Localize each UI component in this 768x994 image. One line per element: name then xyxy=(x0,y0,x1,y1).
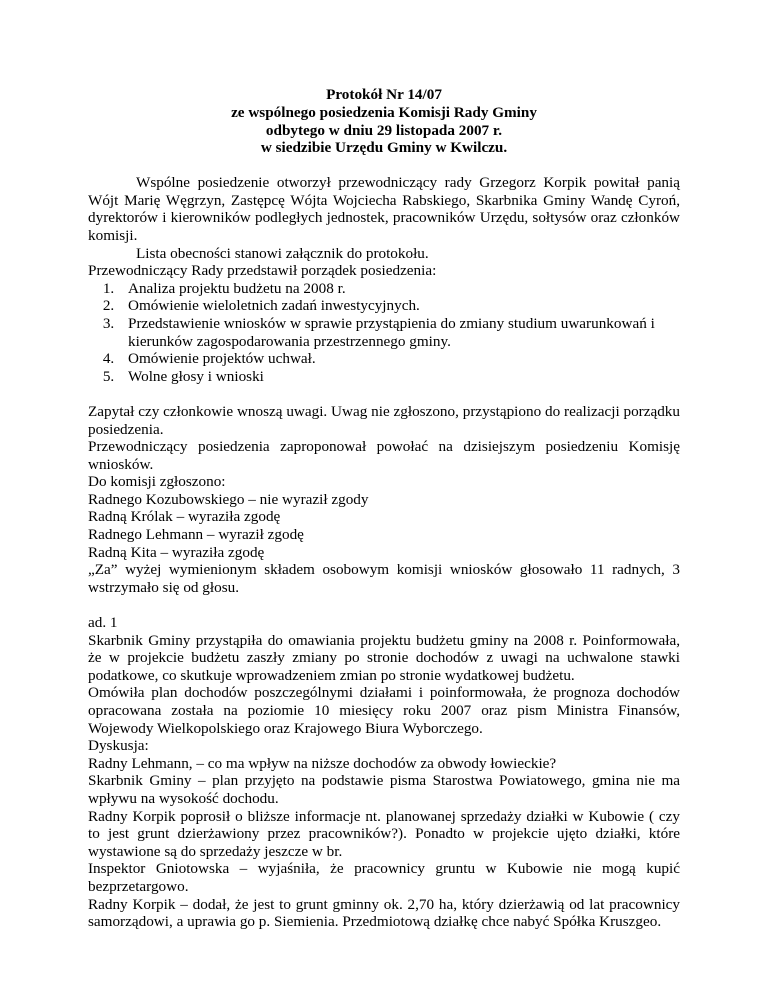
title-line: w siedzibie Urzędu Gminy w Kwilczu. xyxy=(260,139,508,157)
budget-paragraph: Skarbnik Gminy przystąpiła do omawiania projektu budżetu gminy na 2008 r. Poinformowała, że w projekcie budżetu zaszły zmiany po stronie dochodów z uwagi na uchwalone stawki podatkowe, co skutkuje wprowadzeniem zmian po stronie wydatkowej budżetu. xyxy=(88,631,680,684)
attendance-note: Lista obecności stanowi załącznik do protokołu. xyxy=(136,244,429,262)
discussion-label: Dyskusja: xyxy=(88,737,149,755)
agenda-item: 4. Omówienie projektów uchwał. xyxy=(118,350,680,368)
discussion-entry: Radny Korpik poprosił o bliższe informacje nt. planowanej sprzedaży działki w Kubowie ( czy to jest grunt dzierżawiony przez pracowników?). Ponadto w projekcie ujęto działki, które wystawione są do sprzedaży jeszcze w br. xyxy=(88,807,680,860)
document-title xyxy=(88,86,680,157)
spacer xyxy=(88,385,680,403)
nominations-intro: Do komisji zgłoszono: xyxy=(88,473,226,491)
nominee-line: Radną Kita – wyraziła zgodę xyxy=(88,543,265,561)
remarks-paragraph: Zapytał czy członkowie wnoszą uwagi. Uwag nie zgłoszono, przystąpiono do realizacji porządku posiedzenia. xyxy=(88,402,680,438)
agenda-intro: Przewodniczący Rady przedstawił porządek posiedzenia: xyxy=(88,262,437,280)
nominee-line: Radnego Kozubowskiego – nie wyraził zgody xyxy=(88,490,369,508)
budget-paragraph: Omówiła plan dochodów poszczególnymi działami i poinformowała, że prognoza dochodów opracowana została na poziomie 10 miesięcy roku 2007 oraz pism Ministra Finansów, Wojewody Wielkopolskiego oraz Krajowego Biura Wyborczego. xyxy=(88,684,680,737)
title-line: odbytego w dniu 29 listopada 2007 r. xyxy=(265,121,503,139)
intro-paragraph: Wspólne posiedzenie otworzył przewodniczący rady Grzegorz Korpik powitał panią Wójt Marię Węgrzyn, Zastępcę Wójta Wojciecha Rabskiego, Skarbnika Gminy Wandę Cyroń, dyrektorów i kierowników podległych jednostek, pracowników Urzędu, sołtysów oraz członków komisji. xyxy=(88,174,680,244)
vote-result: „Za” wyżej wymienionym składem osobowym komisji wniosków głosowało 11 radnych, 3 wstrzymało się od głosu. xyxy=(88,561,680,596)
agenda-item: 5. Wolne głosy i wnioski xyxy=(118,368,680,386)
title-line: Protokół Nr 14/07 xyxy=(326,86,442,103)
commission-proposal: Przewodniczący posiedzenia zaproponował powołać na dzisiejszym posiedzeniu Komisję wniosków. xyxy=(88,438,680,473)
nominee-line: Radnego Lehmann – wyraził zgodę xyxy=(88,526,304,544)
agenda-list xyxy=(88,280,680,386)
nominee-line: Radną Królak – wyraziła zgodę xyxy=(88,508,281,526)
discussion-entry: Inspektor Gniotowska – wyjaśniła, że pracownicy gruntu w Kubowie nie mogą kupić bezprzetargowo. xyxy=(88,860,680,895)
section-heading: ad. 1 xyxy=(88,614,118,632)
agenda-item: 1. Analiza projektu budżetu na 2008 r. xyxy=(118,280,680,298)
discussion-entry: Radny Lehmann, – co ma wpływ na niższe dochodów za obwody łowieckie? xyxy=(88,754,557,772)
agenda-item: 2. Omówienie wieloletnich zadań inwestycyjnych. xyxy=(118,297,680,315)
title-line: ze wspólnego posiedzenia Komisji Rady Gminy xyxy=(231,103,537,121)
discussion-entry: Radny Korpik – dodał, że jest to grunt gminny ok. 2,70 ha, który dzierżawią od lat pracownicy samorządowi, a uprawia go p. Siemienia. Przedmiotową działkę chce nabyć Spółka Kruszgeo. xyxy=(88,895,680,931)
spacer xyxy=(88,596,680,614)
discussion-entry: Skarbnik Gminy – plan przyjęto na podstawie pisma Starostwa Powiatowego, gmina nie ma wpływu na wysokość dochodu. xyxy=(88,772,680,807)
agenda-item: 3. Przedstawienie wniosków w sprawie przystąpienia do zmiany studium uwarunkowań i kierunków zagospodarowania przestrzennego gminy. xyxy=(118,315,680,350)
